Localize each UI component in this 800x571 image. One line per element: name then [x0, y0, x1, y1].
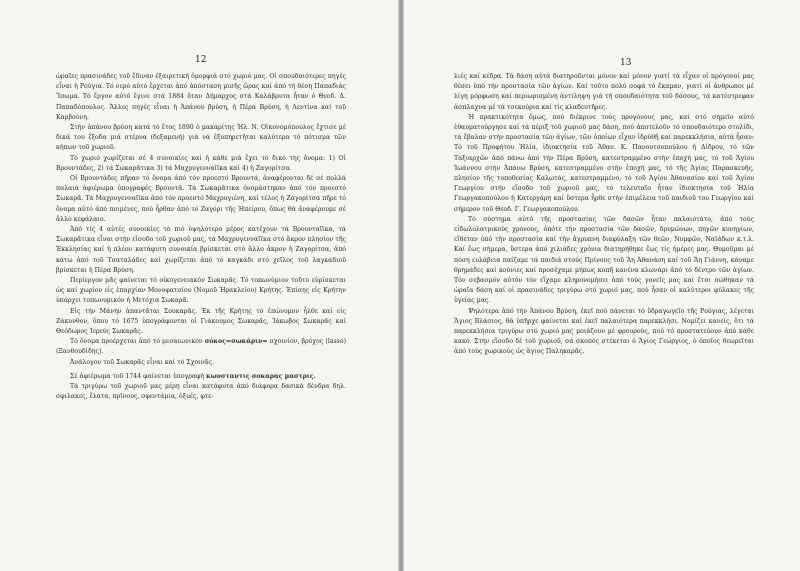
- paragraph: [454, 72, 754, 113]
- paragraph: [454, 215, 754, 307]
- paragraph: [56, 174, 346, 225]
- paragraph-text: Περίεργον μᾶς φαίνεται τό οἰκογενειακόν Σωκαρᾶς. Τό τοπωνύμιον τοῦτο εὑρίσκεται ὡς καί χωρίον εἰς ἐπαρχίαν Μονοφατσίου (Νομοῦ Ἡρακλείου) Κρήτης. Ἐπίσης εἰς Κρήτην ὑπάρχει τοπωνυμικόν ἡ Μετόχια Σωκαρᾶ.: [56, 277, 346, 305]
- left-page: [0, 0, 398, 571]
- paragraph: [56, 358, 346, 368]
- paragraph: [454, 307, 754, 358]
- paragraph: [56, 276, 346, 307]
- page-number: 13: [620, 58, 632, 68]
- page-text: [56, 72, 346, 403]
- paragraph: [454, 113, 754, 215]
- right-page: [404, 0, 800, 571]
- paragraph-text: Τά τριγύρω τοῦ χωριοῦ μας μέρη εἶναι κατάφυτα ἀπό διάφορα δασικά δένδρα δηλ. σφιλακες, ἔλατα, πρῖνους, σφεντάμια, ὀξυές, φτε-: [56, 383, 346, 401]
- paragraph: [56, 154, 346, 174]
- paragraph-text: Εἰς τήν Μάνην ἀπαντᾶται Σουκαρᾶς. Ἐκ τῆς Κρήτης τό ἐπώνυμον ἦλθε καί εἰς Ζάκυνθον, ὅπου τό 1675 ὑπογράφονται οἱ Γιάκουμος Σωκαρᾶς, Ἰάκωβος Σωκαρᾶς καί Θεόδωρος Ἱερεύς Σωκαρᾶς.: [56, 307, 346, 336]
- paragraph: [56, 337, 346, 357]
- paragraph: [56, 123, 346, 154]
- paragraph-text: Σέ ἀφιέρωμα τοῦ 1744 φαίνεται ὑπογραφή: [70, 372, 205, 380]
- page-number: 12: [195, 55, 207, 65]
- bold-phrase: κωνσταντις σοκαρας μαστρις.: [206, 372, 316, 380]
- paragraph-text: Στήν ἀπάνου βρύση κατά τό ἔτος 1890 ὁ μακαρίτης Ἠλ. Ν. Οἰκονομόπουλος ἔχτισε μέ δικά του ἔξοδα μιά στέρνα (δεξαμενή) γιά νά ἐξυπηρετῆται καλύτερα τό πότισμα τῶν κήπων τοῦ χωριοῦ.: [56, 124, 346, 152]
- paragraph-text: λιές καί κέδρα. Τά δάση αὐτά διατηροῦνται μόνον καί μόνον γιατί τά εἶχαν οἱ πρόγονοί μας θέσει ὑπό τήν προστασία τῶν ἁγίων. Καί τοῦτο πολύ σοφά τό ἔκαμαν, γιατί οἱ ἄνθρωποι μέ λίγη μόρφωση καί περιωρισμένη ἀντίληψη γιά τή σπουδαιότητα τοῦ δάσους, τά κατέστρεφαν ἀσπλαχνα μέ τά τσεκούρια καί τίς κλαδευτῆρες.: [454, 73, 754, 111]
- paragraph: [56, 372, 346, 382]
- paragraph: [56, 225, 346, 276]
- paragraph: [56, 72, 346, 123]
- paragraph: [56, 307, 346, 338]
- paragraph-text: ὡραῖες πρασινάδες τοῦ ἔδιναν ἐξαιρετική ὀμορφιά στό χωριό μας. Οἱ σπουδαιότερες πηγές εἶναι ἡ Ρούγια. Τό νερό αὐτό ἔρχεται ἀπό ἀπόσταση μισῆς ὥρας καί ἀπό τή θέση Παπαδιάς Ἴσωμα. Τό ἔργον αὐτό ἔγινε στά 1884 ὅταν Δήμαρχος στά Καλάβρυτα ἦταν ὁ Θεοδ. Δ. Παπαδόπουλος. Ἄλλες πηγές εἶναι ἡ Ἀπάνου βρύση, ἡ Πέρα Βρύση, ἡ Λεντίνα καί τοῦ Καρβούνη.: [56, 73, 346, 121]
- paragraph-text-continued: σχοινίον, βρόχος (lasso) (Ξανθουδίδης).: [56, 338, 346, 356]
- paragraph-text: Ἡ πρακτικότητα ὅμως, πού διέκρινε τούς προγόνους μας, καί στό σημεῖο αὐτό ἐθαυματούργησε καί τά πέριξ τοῦ χωριοῦ μας δάση, πού ἀποτελοῦν τό σπουδαιότερο στολίδι, τά ἔβαλαν στήν προστασία τῶν ἁγίων, τῶν ὁποίων εἶχαν ἱδρύθῆ καί παρεκκλήσια, αὐτά ἦσαν: Τό τοῦ Προφήτου Ἠλία, ἰδιοκτησία τοῦ Ἀθαν. Κ. Πανουτσοπούλου ἡ Δίδρου, τό τῶν Ταξιαρχῶν ἀπό πάνω ἀπό τήν Πέρα Βρύση, κατεστραμμένο στήν ἐποχή μας, τό τοῦ Ἁγίου Ἰωάννου στήν Ἀπάνω Βρύση, κατεστραμμένο στήν ἐποχή μας, τό τῆς Ἁγίας Παρασκευῆς, πλησίον τῆς τοποθεσίας Καλωτάς, κατεστραμμένο, τό τοῦ Ἁγίου Ἀθανασίου καί τοῦ Ἁγίου Γεωργίου στήν εἴσοδο τοῦ χωριοῦ μας, τό τελευταῖο ἦταν ἰδιοκτησία τοῦ Ἠλία Γεωργακοπούλου ἡ Κατεργάρη καί ὕστερα ἦρθε στήν ἐπιμέλεια τοῦ παιδιοῦ του Γεωργίου καί σήμερον τοῦ Θεοδ. Γ. Γεωργακοπούλου.: [454, 113, 754, 213]
- paragraph-text: Τό σύστημα αὐτό τῆς προστασίας τῶν δασῶν ἦταν παλαιότατο, ἀπό τούς εἰδωλολατρικούς χρόνους, ὁπότε τήν προστασία τῶν δασῶν, δρυμώνων, πηγῶν κυνηγίων, εἴθεταν ὑπό τήν προστασία καί τήν ἄγρυπνη διαφύλαξη τῶν θεῶν, Νυμφῶν, Ναϊάδων κ.τ.λ. Καί ἕως σήμερα, ὕστερα ἀπό χιλιάδες χρόνια διατηρήθηκε ἕως τίς ἡμέρες μας. Θυμοῦμαι μέ πόση ευλάβεια παίζαμε τά παιδιά στούς Πρίνους τοῦ Ἅη Ἀθανάση καί τοῦ Ἅη Γιάννη, κάναμε θρημάδες καί κούνιες καί προσέχαμε μήπως κοπῆ κανένα κλωνάρι ἀπό τό δέντρο τῶν ἁγίων. Τόν σεβασμόν αὐτόν τόν εἴχαμε κληρονομήσει ἀπό τούς γονεῖς μας καί ἔτσι σώθηκαν τά ὡραῖα δάση καί οἱ πρασινάδες τριγύρω στό χωριό μας, πού ἦσαν οἱ καλύτεροι φύλακες τῆς ὑγείας μας.: [454, 215, 754, 305]
- paragraph-text: Οἱ Βρουντάδες πῆραν τό ὄνομα ἀπό τόν προεστό Βρουντά, ἀναφέρονται δέ σέ πολλά παλαιά ἀφιέρωμα ὑπογραφές Βρουντᾶ. Τά Σωκαρᾶτικα ὀνομάστηκαν ἀπό τόν προεστό Σωκαρᾶ. Τά Μαχρυγενναῖϊκα ἀπό τόν προεστό Μαχρυγιένη, καί τέλος ἡ Ζαγορίτσα πῆρε τό ὄνομα αὐτό ἀπό ποιμένες, πού ἦρθαν ἀπό τό Ζαγόρι τῆς Ἠπείρου, ὅπως θά ἀναφέρουμε σέ ἄλλο κεφάλαιο.: [56, 175, 346, 223]
- page-text: [454, 72, 754, 358]
- paragraph-text: Τό χωριό χωρίζεται σέ 4 συνοικίες καί ἡ κάθε μιά ἔχει τό δικό της ὄνομα: 1) Οἱ Βρουντάδες, 2) τά Σωκαρᾶτικα 3) τά Μαχρυγενναῖϊκα καί 4) ἡ Ζαγορίτσα.: [56, 154, 346, 172]
- paragraph-text: Ἀπό τίς 4 αὐτές συνοικίες τό πιό ὑψηλότερο μέρος κατέχουν τά Βρουνταῖϊκα, τά Σωκαρᾶτικα εἶναι στήν εἴσοδο τοῦ χωριοῦ μας, τά Μαχρυγενναῖϊκα στό ἄκρον πλησίον τῆς Ἐκκλησίας καί ἡ πλέον κατάφυτη συνοικία βρίσκεται στό ἄλλο ἄκρον ἡ Ζαγορίτσα, ἀπό κάτω ἀπό τοῦ Τσαταλάδες καί χωρίζεται ἀπό τό καγκάδι στό χεῖλος τοῦ λαγκαδιοῦ βρίσκεται ἡ Πέρα Βρύση.: [56, 226, 346, 274]
- paragraph-text: Ψηλότερα ἀπό τήν Ἀπάνου Βρύση, ἐκεῖ πού πάνεται τό ὕδραγωγεῖο τῆς Ρούγιας, λέγεται Ἅγιος Βλάσιος, θά ὑπῆρχε φαίνεται καί ἐκεῖ παλαιότερα παρεκκλήσι. Νομίζει κανείς, ὅτι τά παρεκκλήσια τριγύρω στό χωριό μας μοιάζουν μέ φρουρούς, πού τό προστατεύουν ἀπό κάθε κακό. Στήν εἴσοδο δέ τοῦ χωριοῦ, σά σκοπός στέκεται ὁ Ἅγιος Γεώργιος, ὁ ὁποῖος θεωρεῖται ἀπό τούς χωρικούς ὡς ἅγιος Παληκαρᾶς.: [454, 307, 754, 356]
- bold-phrase: σόκος=σωκάριν=: [204, 338, 268, 346]
- paragraph-text: Ἀνάλογον τοῦ Σωκαρᾶς εἶναι καί τό Σχοινᾶς.: [70, 358, 214, 366]
- paragraph: [56, 382, 346, 402]
- paragraph-text: Τό ὄνομα προέρχεται ἀπό τό μεσαιωνικόν: [70, 338, 203, 346]
